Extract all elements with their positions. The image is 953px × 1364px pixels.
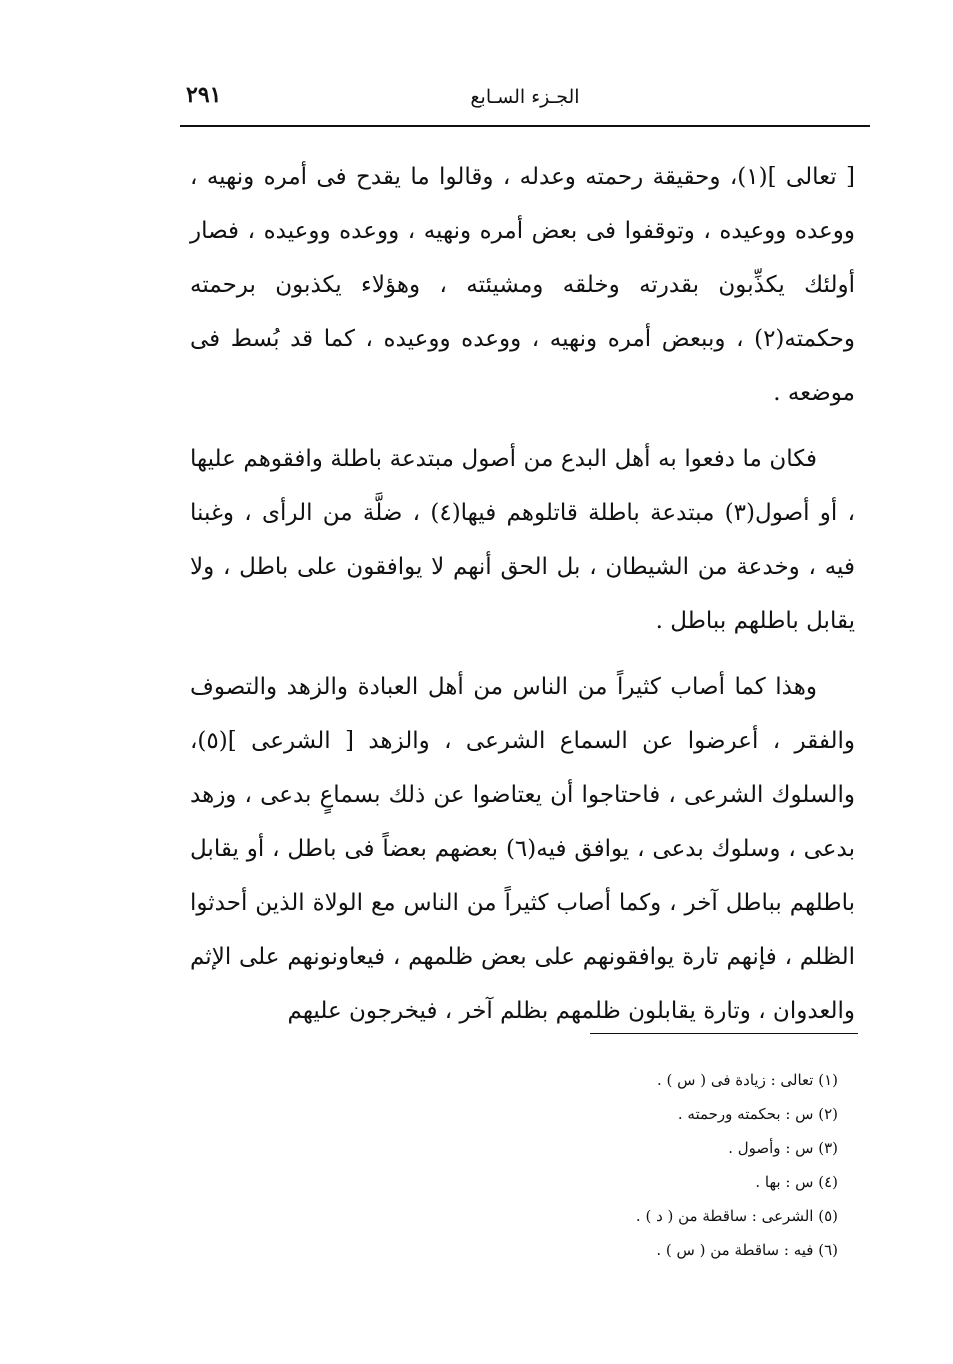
footnotes: [420, 1063, 838, 1267]
paragraph-3: وهذا كما أصاب كثيراً من الناس من أهل العبادة والزهد والتصوف والفقر ، أعرضوا عن السماع الشرعى ، والزهد [ الشرعى ](٥)، والسلوك الشرعى ، فاحتاجوا أن يعتاضوا عن ذلك بسماعٍ بدعى ، وزهد بدعى ، وسلوك بدعى ، يوافق فيه(٦) بعضهم بعضاً فى باطل ، أو يقابل باطلهم بباطل آخر ، وكما أصاب كثيراً من الناس مع الولاة الذين أحدثوا الظلم ، فإنهم تارة يوافقونهم على بعض ظلمهم ، فيعاونونهم على الإثم والعدوان ، وتارة يقابلون ظلمهم بظلم آخر ، فيخرجون عليهم: [190, 674, 855, 1024]
footnote-6: (٦) فيه : ساقطة من ( س ) .: [656, 1241, 838, 1259]
main-text: [190, 150, 855, 1050]
footnote-1: (١) تعالى : زيادة فى ( س ) .: [656, 1071, 838, 1089]
footnote-5: (٥) الشرعى : ساقطة من ( د ) .: [635, 1207, 838, 1225]
page-number: ٢٩١: [186, 82, 222, 108]
running-title: الجـزء السـابع: [470, 86, 580, 108]
paragraph-1: [ تعالى ](١)، وحقيقة رحمته وعدله ، وقالوا ما يقدح فى أمره ونهيه ، ووعده ووعيده ، وتوقفوا فى بعض أمره ونهيه ، ووعده ووعيده ، فصار أولئك يكذِّبون بقدرته وخلقه ومشيئته ، وهؤلاء يكذبون برحمته وحكمته(٢) ، وببعض أمره ونهيه ، ووعده ووعيده ، كما قد بُسط فى موضعه .: [190, 164, 855, 406]
footnote-2: (٢) س : بحكمته ورحمته .: [677, 1105, 838, 1123]
page-header: [180, 78, 870, 122]
footnote-rule: [590, 1033, 858, 1034]
footnote-4: (٤) س : بها .: [755, 1173, 838, 1191]
paragraph-2: فكان ما دفعوا به أهل البدع من أصول مبتدعة باطلة وافقوهم عليها ، أو أصول(٣) مبتدعة باطلة قاتلوهم فيها(٤) ، ضلَّة من الرأى ، وغبنا فيه ، وخدعة من الشيطان ، بل الحق أنهم لا يوافقون على باطل ، ولا يقابل باطلهم بباطل .: [190, 446, 856, 634]
footnote-3: (٣) س : وأصول .: [728, 1139, 838, 1157]
header-rule: [180, 125, 870, 127]
